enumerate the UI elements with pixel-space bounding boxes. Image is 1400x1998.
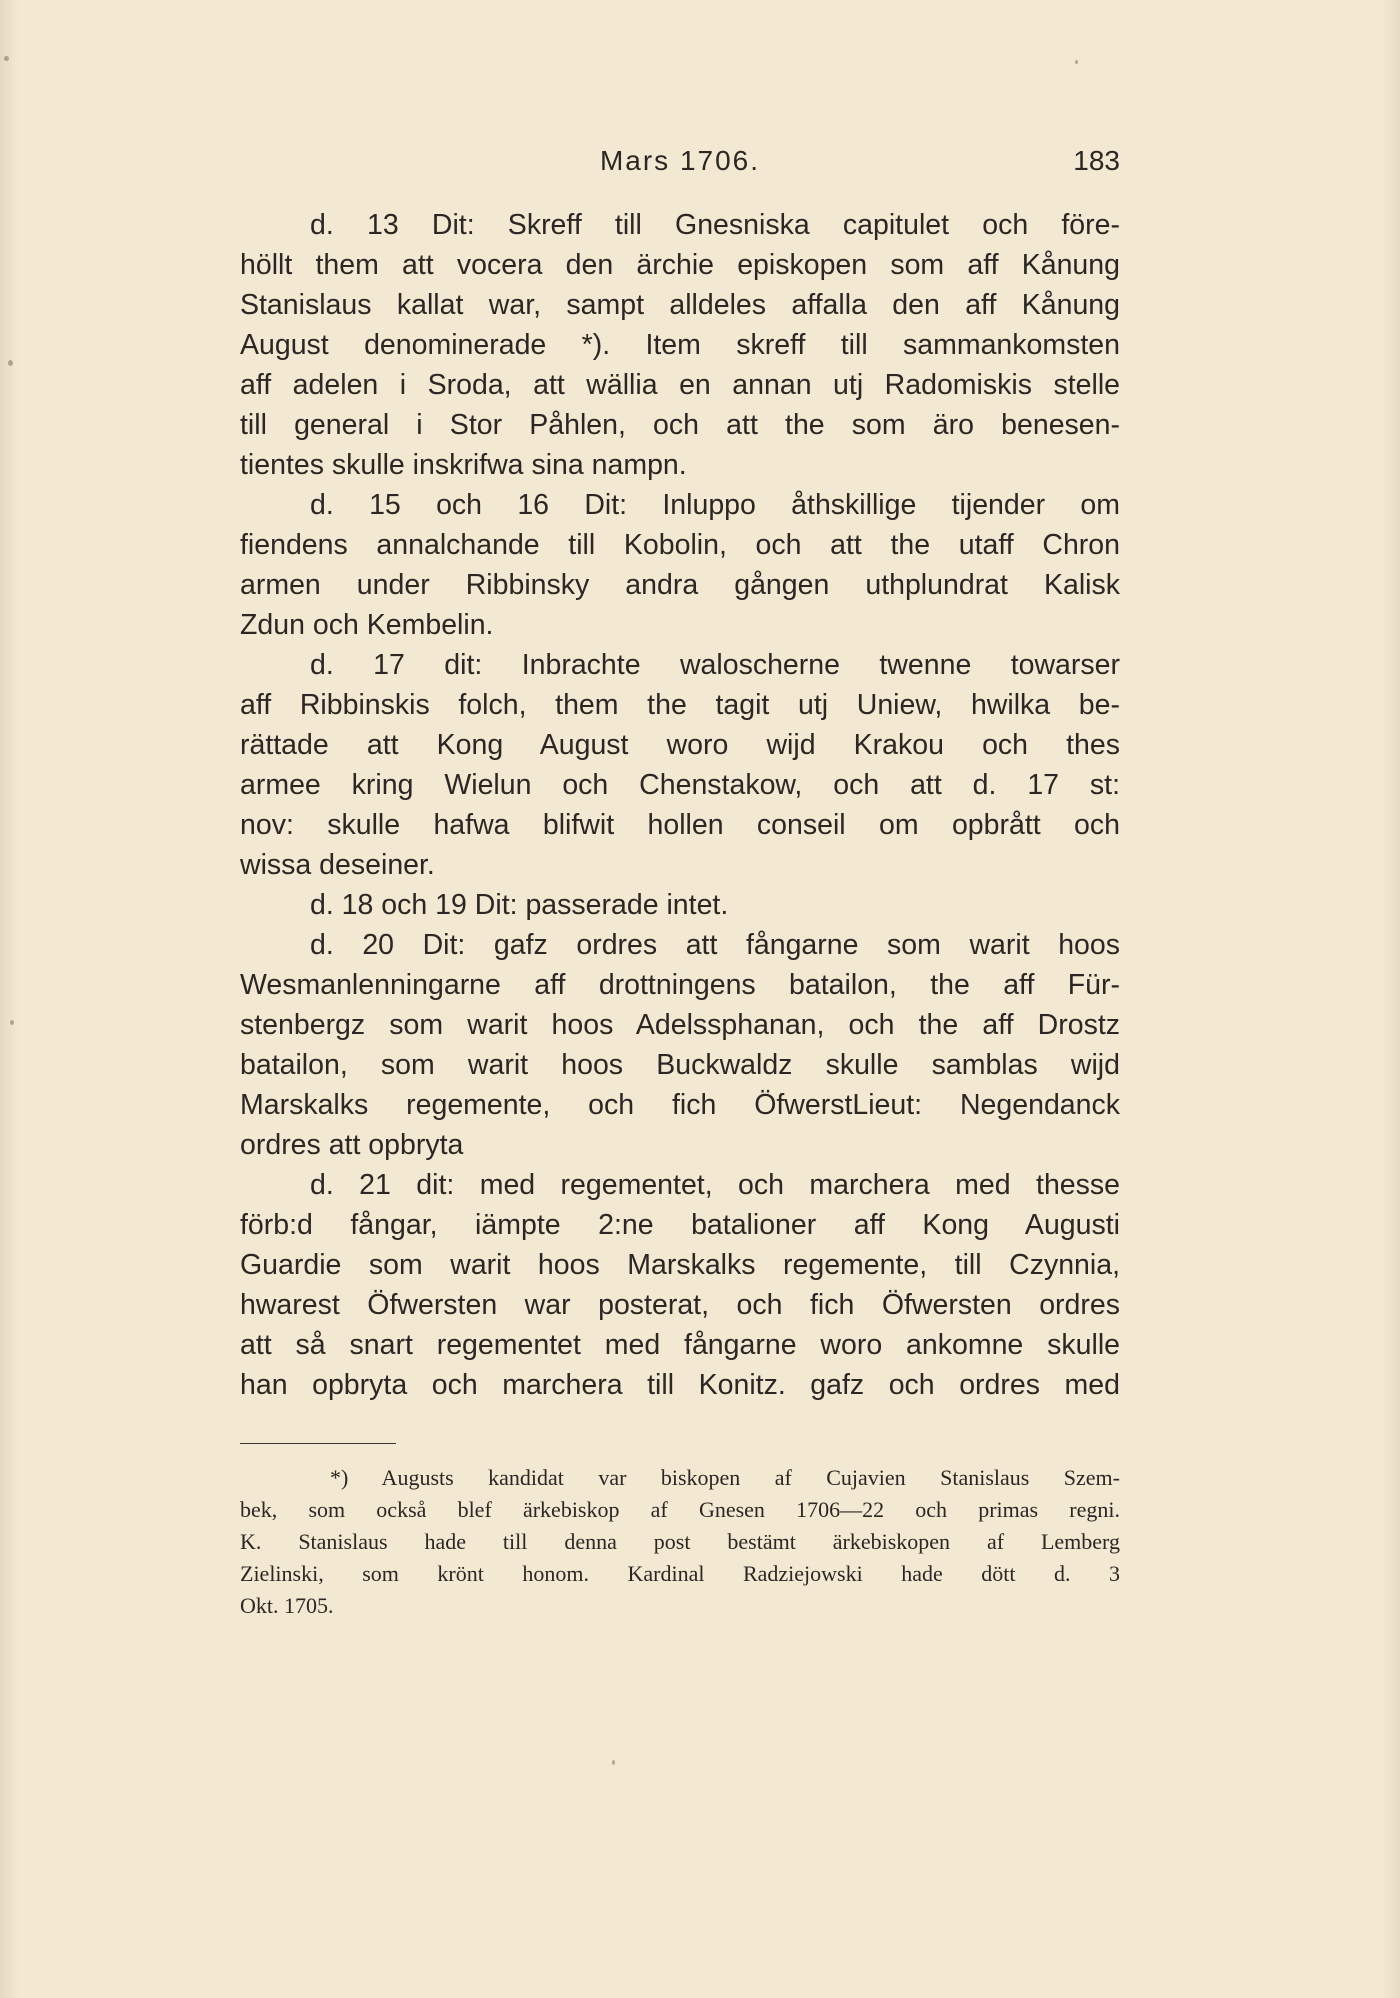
paper-speck [612,1760,615,1765]
paper-speck [10,1020,14,1025]
text-line: d. 15 och 16 Dit: Inluppo åthskillige tijender om [310,489,1120,521]
text-line: förb:d fångar, iämpte 2:ne batalioner aff Kong Augusti [240,1209,1120,1241]
text-line: aff adelen i Sroda, att wällia en annan utj Radomiskis stelle [240,369,1120,401]
text-line: armen under Ribbinsky andra gången uthplundrat Kalisk [240,569,1120,601]
text-line: Guardie som warit hoos Marskalks regemente, till Czynnia, [240,1249,1120,1281]
text-line: han opbryta och marchera till Konitz. gafz och ordres med [240,1369,1120,1401]
footnote [240,1462,1120,1622]
running-head: Mars 1706. [599,145,761,176]
text-line: nov: skulle hafwa blifwit hollen conseil om opbrått och [240,809,1120,841]
footnote-line: K. Stanislaus hade till denna post bestämt ärkebiskopen af Lemberg [240,1529,1120,1554]
text-line: d. 17 dit: Inbrachte waloscherne twenne towarser [310,649,1120,681]
text-line: till general i Stor Påhlen, och att the som äro benesen- [240,409,1120,441]
paper-speck [8,360,13,366]
text-line: rättade att Kong August woro wijd Krakou och thes [240,729,1120,761]
footnote-line: *) Augusts kandidat var biskopen af Cujavien Stanislaus Szem- [330,1465,1120,1490]
text-line: Zdun och Kembelin. [240,609,494,641]
paper-speck [1075,60,1078,64]
text-line: aff Ribbinskis folch, them the tagit utj Uniew, hwilka be- [240,689,1120,721]
footnote-line: bek, som också blef ärkebiskop af Gnesen 1706—22 och primas regni. [240,1497,1120,1522]
text-line: tientes skulle inskrifwa sina nampn. [240,449,687,481]
text-line: August denominerade *). Item skreff till sammankomsten [240,329,1120,361]
text-line: d. 18 och 19 Dit: passerade intet. [310,889,729,921]
text-line: hwarest Öfwersten war posterat, och fich Öfwersten ordres [240,1289,1120,1321]
text-line: höllt them att vocera den ärchie episkopen som aff Kånung [240,249,1120,281]
text-line: batailon, som warit hoos Buckwaldz skulle samblas wijd [240,1049,1120,1081]
page-number: 183 [1073,145,1120,176]
page-left-edge-shadow [0,0,18,1998]
text-line: Stanislaus kallat war, sampt alldeles affalla den aff Kånung [240,289,1120,321]
page-right-edge-shadow [1382,0,1400,1998]
text-line: Marskalks regemente, och fich ÖfwerstLieut: Negendanck [240,1089,1120,1121]
text-line: ordres att opbryta [240,1129,464,1161]
text-line: Wesmanlenningarne aff drottningens batailon, the aff Für- [240,969,1120,1001]
footnote-line: Okt. 1705. [240,1593,334,1618]
page-header [240,145,1120,185]
text-line: fiendens annalchande till Kobolin, och att the utaff Chron [240,529,1120,561]
footnote-line: Zielinski, som krönt honom. Kardinal Radziejowski hade dött d. 3 [240,1561,1120,1586]
text-line: att så snart regementet med fångarne woro ankomne skulle [240,1329,1120,1361]
text-line: d. 21 dit: med regementet, och marchera med thesse [310,1169,1120,1201]
main-text [240,205,1120,1405]
text-line: d. 13 Dit: Skreff till Gnesniska capitulet och före- [310,209,1120,241]
text-line: stenbergz som warit hoos Adelssphanan, och the aff Drostz [240,1009,1120,1041]
text-line: wissa deseiner. [240,849,435,881]
paper-speck [4,56,9,61]
footnote-divider [240,1443,396,1444]
text-line: d. 20 Dit: gafz ordres att fångarne som warit hoos [310,929,1120,961]
text-line: armee kring Wielun och Chenstakow, och att d. 17 st: [240,769,1120,801]
